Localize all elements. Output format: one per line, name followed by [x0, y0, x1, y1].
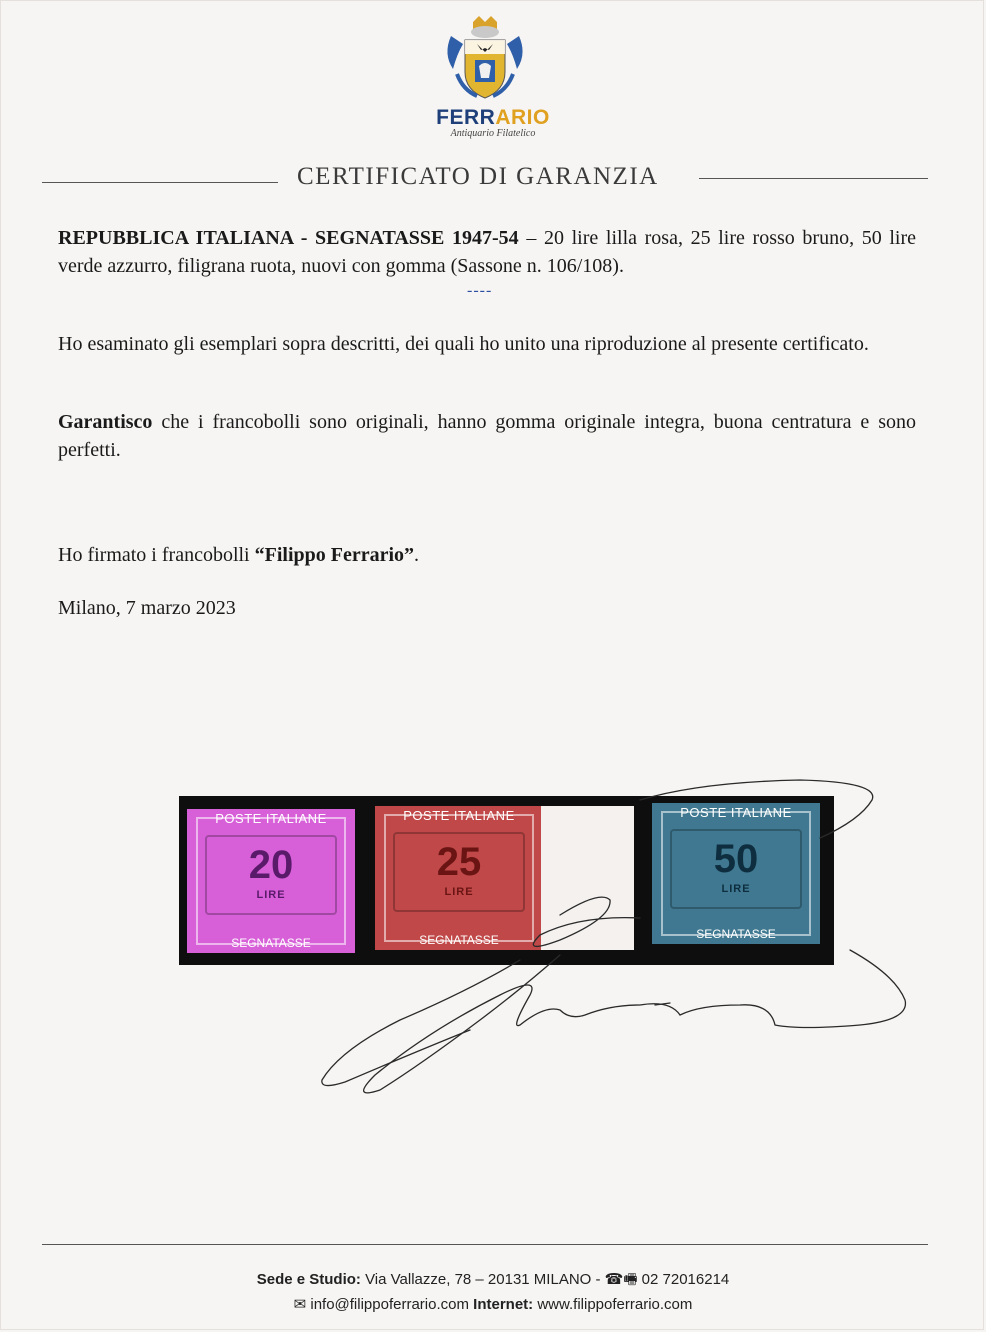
stamp-value: 25	[436, 840, 482, 884]
footer-contact-line	[0, 1295, 986, 1313]
separator: ----	[467, 282, 493, 299]
stamp-footer: SEGNATASSE	[231, 936, 311, 950]
guarantee-statement	[58, 408, 916, 464]
brand-name: FERRARIO	[436, 106, 550, 129]
website-link[interactable]: www.filippoferrario.com	[533, 1296, 693, 1313]
stamp-value: 20	[248, 843, 294, 887]
stamp-20-lire	[187, 809, 355, 953]
signer-name: “Filippo Ferrario”	[254, 544, 415, 566]
brand-tagline: Antiquario Filatelico	[450, 128, 536, 139]
stamp-header: POSTE ITALIANE	[680, 805, 792, 820]
stamp-footer: SEGNATASSE	[419, 933, 499, 947]
email-icon: ✉	[293, 1296, 307, 1313]
title-rule-left	[42, 182, 278, 183]
email-address[interactable]: info@filippoferrario.com	[306, 1296, 474, 1313]
stamp-header: POSTE ITALIANE	[215, 811, 327, 826]
stamp-25-lire	[375, 806, 543, 950]
stamp-unit: LIRE	[444, 886, 474, 898]
stamp-unit: LIRE	[721, 883, 751, 895]
stamp-footer: SEGNATASSE	[696, 927, 776, 941]
sede-label: Sede e Studio:	[256, 1271, 361, 1288]
place-date: Milano, 7 marzo 2023	[58, 597, 236, 619]
footer-rule	[42, 1244, 928, 1245]
examined-statement: Ho esaminato gli esemplari sopra descritti, dei quali ho unito una riproduzione al presente certificato.	[58, 333, 869, 355]
signed-statement: Ho firmato i francobolli “Filippo Ferrario”.	[58, 544, 420, 566]
stamp-description	[58, 224, 916, 280]
phone-fax-icon: ☎🖷	[604, 1271, 638, 1288]
phone-number: 02 72016214	[637, 1271, 730, 1288]
sheet-margin	[541, 806, 634, 950]
guarantee-keyword: Garantisco	[58, 411, 153, 433]
stamp-50-lire	[652, 803, 820, 944]
address: Via Vallazze, 78 – 20131 MILANO -	[360, 1271, 605, 1288]
description-heading: REPUBBLICA ITALIANA - SEGNATASSE 1947-54	[58, 227, 519, 249]
stamp-value: 50	[713, 837, 759, 881]
internet-label: Internet:	[473, 1296, 534, 1313]
title-rule-right	[699, 178, 928, 179]
stamp-header: POSTE ITALIANE	[403, 808, 515, 823]
certificate-title: CERTIFICATO DI GARANZIA	[297, 163, 659, 190]
title-row	[42, 163, 928, 193]
footer-address-line	[0, 1269, 986, 1294]
guarantee-text: che i francobolli sono originali, hanno gomma originale integra, buona centratura e sono perfetti.	[58, 411, 916, 461]
crest-logo	[443, 14, 527, 104]
description-text: – 20 lire lilla rosa, 25 lire rosso bruno, 50 lire verde azzurro, filigrana ruota, nuovi con gomma (Sassone n. 106/108).	[58, 227, 917, 277]
stamp-unit: LIRE	[256, 889, 286, 901]
